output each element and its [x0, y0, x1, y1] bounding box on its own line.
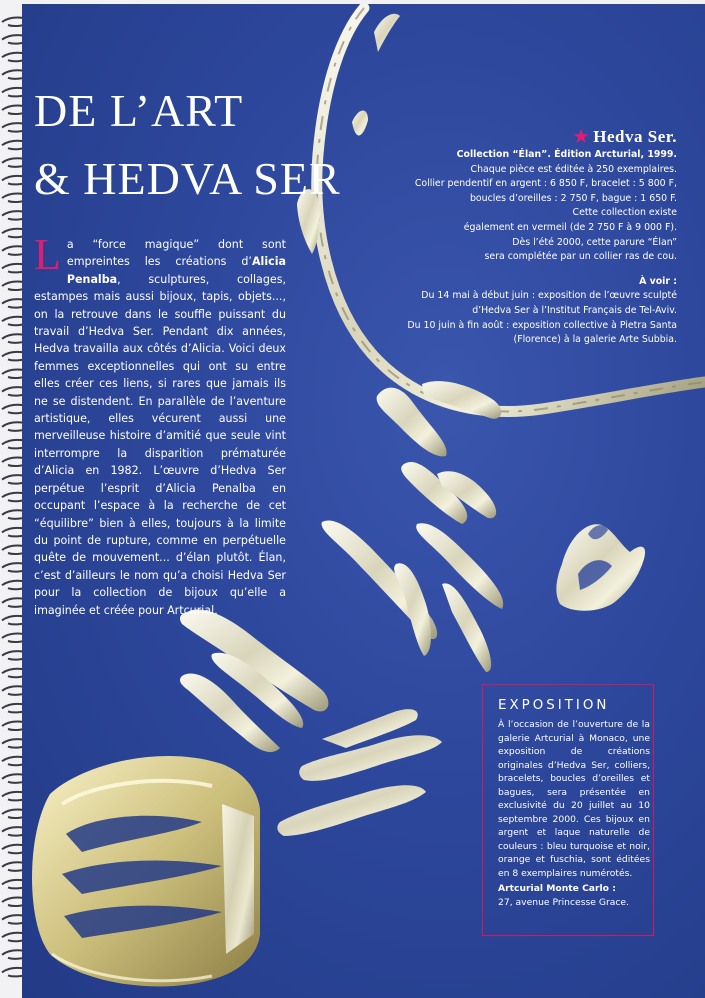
exposition-text: À l’occasion de l’ouverture de la galerie Artcurial à Monaco, une exposition de créations originales d’Hedva Ser, colliers, bracelets, boucles d’oreilles et bagues, sera présentée en exclusivité du 20 juillet au 10 septembre 2000. Ces bijoux en argent et laque naturelle de couleurs : bleu turquoise et noir, orange et fuschia, sont éditées en 8 exemplaires numérotés. — [498, 719, 650, 879]
pendant — [322, 381, 504, 672]
caption-line: boucles d’oreilles : 2 750 F, bague : 1 650 F. — [469, 192, 677, 204]
drop-cap: L — [34, 230, 61, 279]
bracelet — [32, 756, 260, 987]
caption-line: sera complétée par un collier ras de cou. — [484, 251, 677, 263]
voir-line: Du 10 juin à fin août : exposition collective à Pietra Santa — [407, 319, 677, 331]
caption-line: également en vermeil (de 2 750 F à 9 000 F). — [463, 221, 677, 233]
caption-title — [377, 126, 677, 148]
exposition-body — [498, 718, 650, 909]
ring — [556, 524, 645, 610]
caption-line: Chaque pièce est éditée à 250 exemplaires. — [470, 163, 677, 175]
voir-line: Du 14 mai à début juin : exposition de l’œuvre sculpté — [421, 290, 677, 302]
star-icon: ★ — [573, 127, 590, 146]
exposition-address-name: Artcurial Monte Carlo : — [498, 883, 616, 894]
caption-line: Dès l’été 2000, cette parure “Élan” — [512, 236, 677, 248]
voir-line: d’Hedva Ser à l’Institut Français de Tel-Aviv. — [472, 304, 677, 316]
article-text-part-2: , sculptures, collages, estampes mais aussi bijoux, tapis, objets..., on la retrouve dans le souffle puissant du travail d’Hedva Ser. Pendant dix années, Hedva travailla aux côtés d’Alicia. Voici deux femmes exceptionnelles qui ont su entre elles créer ces liens, si rares que jamais ils ne se distendent. En parallèle de l’aventure artistique, elles vécurent aussi une merveilleuse histoire d’amitié que seule vint interrompre la disparition prématurée d’Alicia en 1982. L’œuvre d’Hedva Ser perpétue l’esprit d’Alicia Penalba en occupant l’espace à la recherche de cet “équilibre” bien à elles, toujours à la limite du point de rupture, comme en perpétuelle quête de mouvement... d’élan plutôt. Élan, c’est d’ailleurs le nom qu’a choisi Hedva Ser pour la collection de bijoux qu’elle a imaginée et créée pour Artcurial. — [34, 272, 286, 617]
article-text-part-1: a “force magique” dont sont empreintes les créations d’ — [66, 238, 286, 269]
exposition-heading: EXPOSITION — [498, 698, 610, 713]
page-title-line-2: & HEDVA SER — [34, 153, 341, 204]
caption-title-text: Hedva Ser. — [593, 127, 677, 146]
article-body — [34, 230, 286, 619]
photo-caption — [377, 126, 677, 348]
caption-line: Cette collection existe — [572, 207, 677, 219]
artist-name: Alicia Penalba — [66, 255, 286, 286]
voir-line: (Florence) à la galerie Arte Subbia. — [513, 334, 677, 346]
caption-line: Collier pendentif en argent : 6 850 F, bracelet : 5 800 F, — [414, 178, 677, 190]
page-title-line-1: DE L’ART — [34, 85, 244, 136]
page-spread — [22, 4, 705, 998]
voir-heading: À voir : — [639, 275, 677, 287]
exposition-address-street: 27, avenue Princesse Grace. — [498, 896, 630, 908]
caption-subtitle: Collection “Élan”. Édition Arcturial, 1999. — [456, 149, 677, 160]
